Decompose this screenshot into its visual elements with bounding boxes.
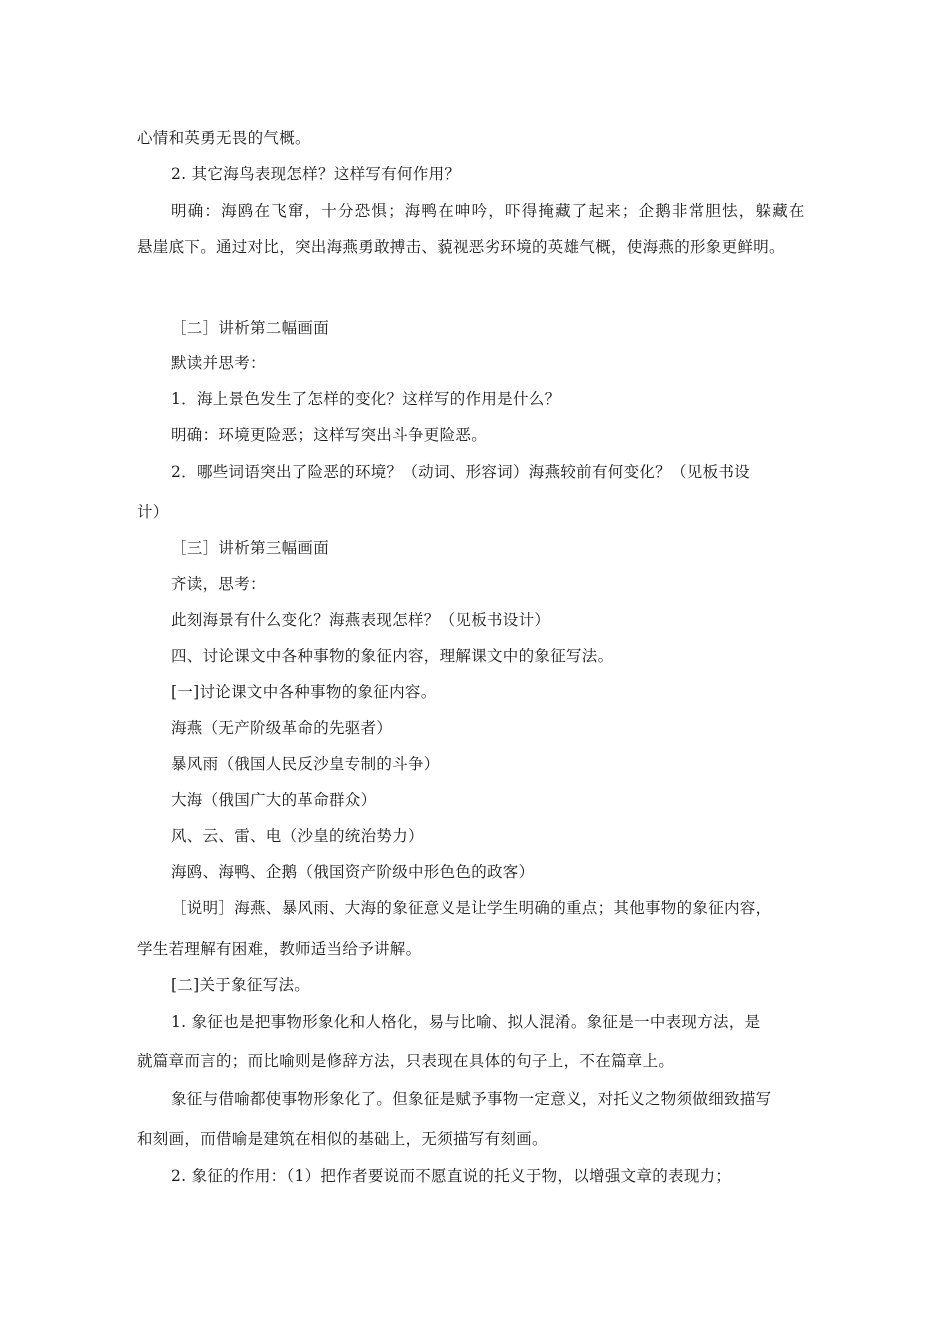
list-item: 风、云、雷、电（沙皇的统治势力） <box>171 827 424 845</box>
question-2: 2. 其它海鸟表现怎样？这样写有何作用？ <box>171 165 461 183</box>
paragraph-line: 象征与借喻都使事物形象化了。但象征是赋予事物一定意义，对托义之物须做细致描写 <box>171 1090 772 1108</box>
section-heading: ［三］讲析第三幅画面 <box>171 539 330 557</box>
answer-line: 明确：海鸥在飞窜，十分恐惧；海鸭在呻吟，吓得掩藏了起来；企鹅非常胆怯，躲藏在 <box>171 202 806 220</box>
list-item: 大海（俄国广大的革命群众） <box>171 791 377 809</box>
list-item: 暴风雨（俄国人民反沙皇专制的斗争） <box>171 755 440 773</box>
text-line: 齐读，思考： <box>171 575 266 593</box>
text-line: 心情和英勇无畏的气概。 <box>137 129 311 147</box>
section-heading: ［二］讲析第二幅画面 <box>171 319 330 337</box>
paragraph-line: 和刻画，而借喻是建筑在相似的基础上，无须描写有刻画。 <box>137 1130 548 1148</box>
list-item: 海鸥、海鸭、企鹅（俄国资产阶级中形色色的政客） <box>171 863 535 881</box>
paragraph-line: 2. 象征的作用：（1）把作者要说而不愿直说的托义于物，以增强文章的表现力； <box>171 1167 732 1185</box>
question-1: 1．海上景色发生了怎样的变化？这样写的作用是什么？ <box>171 390 561 408</box>
text-line: 计） <box>137 503 169 521</box>
paragraph-line: 1. 象征也是把事物形象化和人格化，易与比喻、拟人混淆。象征是一中表现方法，是 <box>171 1013 761 1031</box>
paragraph-line: 就篇章而言的；而比喻则是修辞方法，只表现在具体的句子上，不在篇章上。 <box>137 1052 675 1070</box>
question-2: 2．哪些词语突出了险恶的环境？（动词、形容词）海燕较前有何变化？（见板书设 <box>171 463 750 481</box>
section-heading: 四、讨论课文中各种事物的象征内容，理解课文中的象征写法。 <box>171 647 614 665</box>
subsection-heading: [一]讨论课文中各种事物的象征内容。 <box>171 683 437 701</box>
text-line: 此刻海景有什么变化？海燕表现怎样？（见板书设计） <box>171 611 551 629</box>
answer-line: 明确：环境更险恶；这样写突出斗争更险恶。 <box>171 426 488 444</box>
text-line: 默读并思考： <box>171 354 266 372</box>
note-line: ［说明］海燕、暴风雨、大海的象征意义是让学生明确的重点；其他事物的象征内容， <box>171 899 772 917</box>
note-line: 学生若理解有困难，教师适当给予讲解。 <box>137 940 422 958</box>
answer-line: 悬崖底下。通过对比，突出海燕勇敢搏击、藐视恶劣环境的英雄气概，使海燕的形象更鲜明。 <box>137 238 785 256</box>
subsection-heading: [二]关于象征写法。 <box>171 976 311 994</box>
list-item: 海燕（无产阶级革命的先驱者） <box>171 719 393 737</box>
